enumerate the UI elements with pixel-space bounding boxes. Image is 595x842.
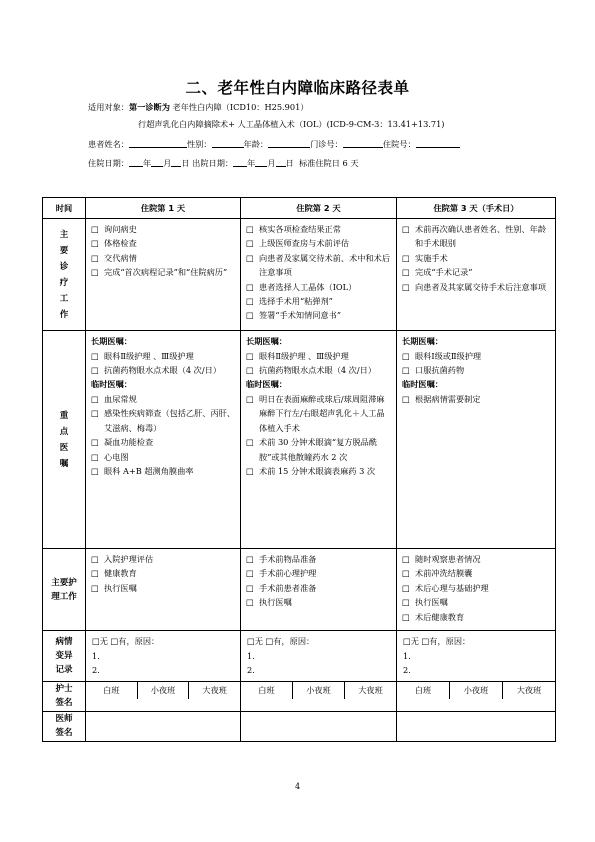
clinical-pathway-table	[42, 197, 556, 742]
checklist-item-text: 眼科Ⅱ级护理 、Ⅲ级护理	[259, 350, 349, 361]
checkbox[interactable]: □	[91, 394, 99, 404]
checkbox[interactable]: □	[402, 582, 410, 593]
checklist-item[interactable]	[402, 566, 550, 580]
checklist-item-text: 手术前心理护理	[259, 568, 317, 579]
checkbox[interactable]: □	[402, 267, 410, 278]
checklist-item-text: 眼科Ⅱ级护理 、Ⅲ级护理	[104, 350, 194, 361]
checkbox[interactable]: □	[246, 554, 254, 564]
discharge-month-field[interactable]	[255, 157, 267, 167]
checkbox[interactable]: □	[246, 296, 254, 307]
checkbox[interactable]: □	[402, 365, 410, 375]
checklist-item[interactable]	[91, 552, 235, 566]
checklist-item[interactable]	[91, 363, 235, 377]
checklist-item[interactable]	[402, 581, 550, 595]
nurse-shifts-day2[interactable]	[241, 682, 396, 699]
orders-day2-temp	[246, 392, 391, 478]
checklist-item[interactable]	[402, 349, 550, 363]
inpatient-number-field[interactable]	[416, 138, 460, 148]
variance-label: 病情变异记录	[43, 631, 86, 682]
checklist-item-text: 血尿常规	[104, 394, 137, 404]
month-unit: 月	[267, 157, 276, 168]
checklist-item-text: 询问病史	[104, 224, 137, 234]
nursing-day2	[241, 549, 396, 612]
checkbox[interactable]: □	[246, 466, 254, 477]
checklist-item-text: 凝血功能检查	[104, 437, 154, 448]
main-work-label: 主要诊疗工作	[43, 219, 86, 331]
page-number: 4	[294, 782, 301, 791]
main-work-day2	[241, 219, 396, 325]
variance-day1[interactable]: □无 □有，原因： 1. 2.	[92, 636, 160, 675]
checklist-item-text: 向患者及家属交待术前、术中和术后注意事项	[259, 252, 391, 278]
checkbox[interactable]: □	[402, 281, 410, 292]
nurse-sign-row	[43, 681, 556, 711]
shift-label: 白班	[397, 682, 450, 699]
checkbox[interactable]: □	[91, 252, 99, 263]
checklist-item-text: 入院护理评估	[104, 554, 154, 564]
month-unit: 月	[163, 157, 172, 168]
checklist-item-text: 患者选择人工晶体（IOL）	[259, 281, 357, 292]
checklist-item-text: 术后心理与基础护理	[415, 582, 489, 593]
checkbox[interactable]: □	[246, 281, 254, 292]
admit-year-field[interactable]	[129, 157, 143, 167]
patient-name-label: 患者姓名：	[88, 138, 129, 149]
checklist-item-text: 核实各项检查结果正常	[259, 224, 341, 234]
age-label: 年龄：	[243, 138, 269, 149]
checklist-item-text: 实施手术	[415, 252, 448, 263]
checkbox[interactable]: □	[402, 611, 410, 622]
variance-day3[interactable]: □无 □有，原因： 1. 2.	[403, 636, 471, 675]
applicable-label: 适用对象：	[88, 102, 129, 112]
variance-day2[interactable]: □无 □有，原因： 1. 2.	[247, 636, 315, 675]
checklist-item[interactable]	[246, 435, 391, 464]
long-term-orders-label: 长期医嘱：	[91, 336, 132, 346]
nursing-label: 主要护理工作	[43, 549, 86, 631]
header-row	[43, 198, 556, 219]
diagnosis-value: 老年性白内障（ICD10：H25.901）	[172, 102, 309, 112]
checklist-item[interactable]	[91, 450, 235, 464]
doctor-sign-day1[interactable]	[86, 711, 241, 741]
checkbox[interactable]: □	[246, 394, 254, 404]
checklist-item-text: 眼科 A+B 超测角膜曲率	[104, 466, 194, 477]
surgery-line: 行超声乳化白内障摘除术+ 人工晶体植入术（IOL）(ICD-9-CM-3：13.41+13.71)	[138, 119, 445, 129]
checkbox[interactable]: □	[91, 451, 99, 462]
checkbox[interactable]: □	[91, 408, 99, 419]
checklist-item-text: 上级医师查房与术前评估	[259, 238, 350, 249]
long-term-orders-label: 长期医嘱：	[402, 336, 443, 346]
checklist-item-text: 随时观察患者情况	[415, 554, 481, 564]
checklist-item[interactable]	[246, 363, 391, 377]
clinic-number-field[interactable]	[343, 138, 383, 148]
checkbox[interactable]: □	[91, 350, 99, 361]
checklist-item[interactable]	[246, 280, 391, 294]
checklist-item[interactable]	[91, 581, 235, 595]
checkbox[interactable]: □	[402, 597, 410, 608]
checklist-item[interactable]	[246, 581, 391, 595]
day-unit: 日	[285, 157, 294, 168]
checklist-item[interactable]	[402, 280, 550, 294]
checkbox[interactable]: □	[91, 554, 99, 564]
checklist-item[interactable]	[246, 294, 391, 308]
checklist-item-text: 术后健康教育	[415, 611, 465, 622]
page-title: 二、老年性白内障临床路径表单	[185, 79, 410, 97]
checkbox[interactable]: □	[91, 582, 99, 593]
checklist-item[interactable]	[402, 363, 550, 377]
nurse-shifts-day1[interactable]	[86, 682, 240, 699]
checklist-item-text: 根据病情需要制定	[415, 394, 481, 404]
checklist-item-text: 手术前物品准备	[259, 554, 317, 564]
shift-label: 小夜班	[450, 682, 503, 699]
checklist-item[interactable]	[246, 552, 391, 566]
checklist-item-text: 向患者及其家属交待手术后注意事项	[415, 281, 547, 292]
standard-stay-days: 6	[342, 157, 348, 168]
checklist-item-text: 术前 30 分钟术眼滴“复方脱品酰胺”或其他散瞳药水 2 次	[259, 437, 378, 462]
checkbox[interactable]: □	[91, 437, 99, 448]
checklist-item[interactable]	[91, 464, 235, 478]
checklist-item[interactable]	[91, 236, 235, 250]
checklist-item-text: 抗菌药物眼水点术眼（4 次/日）	[259, 365, 377, 375]
nursing-day3	[397, 549, 555, 626]
orders-day2-long	[246, 349, 391, 378]
doctor-sign-row	[43, 711, 556, 741]
checklist-item[interactable]	[402, 595, 550, 609]
discharge-day-field[interactable]	[276, 157, 286, 167]
year-unit: 年	[247, 157, 256, 168]
checklist-item[interactable]	[402, 265, 550, 279]
orders-day1-long	[91, 349, 235, 378]
checklist-item[interactable]	[246, 251, 391, 280]
checklist-item-text: 执行医嘱	[259, 597, 292, 608]
checklist-item[interactable]	[91, 265, 235, 279]
temporary-orders-label: 临时医嘱：	[91, 379, 132, 390]
nurse-sign-label: 护士签名	[43, 681, 86, 711]
discharge-date-label: 出院日期：	[192, 157, 234, 168]
main-work-day3	[397, 219, 555, 296]
applicable-line	[88, 103, 308, 111]
checkbox[interactable]: □	[246, 365, 254, 375]
header-day2: 住院第 2 天	[241, 198, 397, 219]
checklist-item[interactable]	[246, 566, 391, 580]
checkbox[interactable]: □	[246, 224, 254, 234]
main-work-row	[43, 219, 556, 331]
dates-line	[88, 157, 359, 167]
checklist-item[interactable]	[246, 464, 391, 478]
admit-month-field[interactable]	[151, 157, 163, 167]
checklist-item-text: 完成“首次病程记录”和“住院病历”	[104, 267, 228, 278]
checkbox[interactable]: □	[246, 238, 254, 249]
doctor-sign-label: 医师签名	[43, 711, 86, 741]
checklist-item-text: 明日在表面麻醉或球后/球周阻滞麻麻醉下行左/右眼超声乳化＋人工晶体植入手术	[259, 394, 385, 433]
checklist-item[interactable]	[246, 595, 391, 609]
checklist-item-text: 手术前患者准备	[259, 582, 317, 593]
checklist-item[interactable]	[402, 392, 550, 406]
checkbox[interactable]: □	[246, 350, 254, 361]
checklist-item-text: 交代病情	[104, 252, 137, 263]
checklist-item-text: 术前冲洗结膜囊	[415, 568, 473, 579]
checkbox[interactable]: □	[91, 466, 99, 477]
checklist-item[interactable]	[91, 566, 235, 580]
nurse-shifts-day3[interactable]	[397, 682, 555, 699]
checklist-item[interactable]	[402, 552, 550, 566]
checklist-item[interactable]	[246, 308, 391, 322]
checklist-item-text: 口服抗菌药物	[415, 365, 465, 375]
admit-date-label: 住院日期：	[88, 157, 129, 168]
header-day1: 住院第 1 天	[86, 198, 241, 219]
header-time: 时间	[43, 198, 86, 219]
shift-label: 大夜班	[358, 684, 383, 695]
shift-label: 大夜班	[516, 684, 542, 695]
checklist-item-text: 术前 15 分钟术眼滴表麻药 3 次	[259, 466, 376, 477]
doctor-sign-day2[interactable]	[241, 711, 397, 741]
inpatient-number-label: 住院号：	[382, 138, 416, 149]
checklist-item[interactable]	[91, 251, 235, 265]
checkbox[interactable]: □	[91, 238, 99, 249]
checklist-item-text: 体格检查	[104, 238, 137, 249]
checklist-item-text: 感染性疾病筛查（包括乙肝、丙肝、艾滋病、梅毒）	[104, 408, 236, 433]
diagnosis-label: 第一诊断为	[128, 102, 170, 112]
checkbox[interactable]: □	[402, 554, 410, 564]
day-unit: 日	[181, 157, 190, 168]
checkbox[interactable]: □	[91, 365, 99, 375]
sex-label: 性别：	[186, 138, 212, 149]
discharge-year-field[interactable]	[233, 157, 247, 167]
checklist-item-text: 签署“手术知情同意书”	[259, 310, 342, 321]
main-work-day1	[86, 219, 240, 282]
checkbox[interactable]: □	[91, 224, 99, 234]
shift-label: 白班	[86, 682, 138, 699]
doctor-sign-day3[interactable]	[397, 711, 556, 741]
nursing-row	[43, 549, 556, 631]
checklist-item-text: 健康教育	[104, 568, 137, 579]
checklist-item-text: 完成“手术记录”	[415, 267, 473, 278]
long-term-orders-label: 长期医嘱：	[246, 336, 287, 346]
checklist-item[interactable]	[246, 236, 391, 250]
checklist-item[interactable]	[246, 222, 391, 236]
standard-stay-unit: 天	[350, 157, 359, 168]
orders-day3-temp	[402, 392, 550, 406]
checkbox[interactable]: □	[246, 252, 254, 263]
shift-label: 大夜班	[202, 684, 227, 695]
checkbox[interactable]: □	[402, 224, 410, 234]
admit-day-field[interactable]	[171, 157, 181, 167]
checklist-item[interactable]	[402, 610, 550, 624]
checklist-item-text: 心电图	[104, 451, 129, 462]
checkbox[interactable]: □	[246, 597, 254, 608]
checkbox[interactable]: □	[246, 582, 254, 593]
orders-day1-temp	[91, 392, 235, 478]
checkbox[interactable]: □	[402, 394, 410, 404]
checkbox[interactable]: □	[246, 437, 254, 448]
nursing-day1	[86, 549, 240, 597]
shift-label: 小夜班	[293, 682, 345, 699]
clinic-number-label: 门诊号：	[310, 138, 343, 149]
shift-label: 白班	[241, 682, 293, 699]
checklist-item[interactable]	[402, 251, 550, 265]
header-day3: 住院第 3 天（手术日）	[397, 198, 556, 219]
age-field[interactable]	[268, 138, 310, 148]
shift-label: 小夜班	[138, 682, 190, 699]
year-unit: 年	[142, 157, 152, 168]
checkbox[interactable]: □	[91, 267, 99, 278]
temporary-orders-label: 临时医嘱：	[246, 379, 287, 390]
variance-row	[43, 631, 556, 682]
checklist-item[interactable]	[91, 406, 235, 435]
checklist-item-text: 眼科Ⅰ级或Ⅱ级护理	[415, 350, 482, 361]
key-orders-label: 重点医嘱	[43, 331, 86, 549]
sex-field[interactable]	[212, 138, 244, 148]
checklist-item[interactable]	[91, 435, 235, 449]
standard-stay-label: 标准住院日	[298, 157, 340, 168]
checklist-item[interactable]	[402, 222, 550, 251]
temporary-orders-label: 临时医嘱：	[402, 379, 443, 390]
checklist-item-text: 术前再次确认患者姓名、性别、年龄和手术眼别	[415, 224, 547, 249]
checkbox[interactable]: □	[91, 568, 99, 579]
checkbox[interactable]: □	[402, 350, 410, 361]
checkbox[interactable]: □	[246, 310, 254, 321]
key-orders-row	[43, 331, 556, 549]
patient-info-line	[88, 138, 460, 148]
checkbox[interactable]: □	[402, 252, 410, 263]
checklist-item-text: 抗菌药物眼水点术眼（4 次/日）	[104, 365, 222, 375]
checklist-item-text: 选择手术用“粘弹剂”	[259, 296, 333, 307]
checklist-item[interactable]	[246, 392, 391, 435]
patient-name-field[interactable]	[129, 138, 187, 148]
checklist-item-text: 执行医嘱	[415, 597, 448, 608]
checklist-item[interactable]	[91, 392, 235, 406]
checklist-item-text: 执行医嘱	[104, 582, 137, 593]
checklist-item[interactable]	[91, 349, 235, 363]
checklist-item[interactable]	[246, 349, 391, 363]
checkbox[interactable]: □	[402, 568, 410, 579]
checkbox[interactable]: □	[246, 568, 254, 579]
checklist-item[interactable]	[91, 222, 235, 236]
orders-day3-long	[402, 349, 550, 378]
